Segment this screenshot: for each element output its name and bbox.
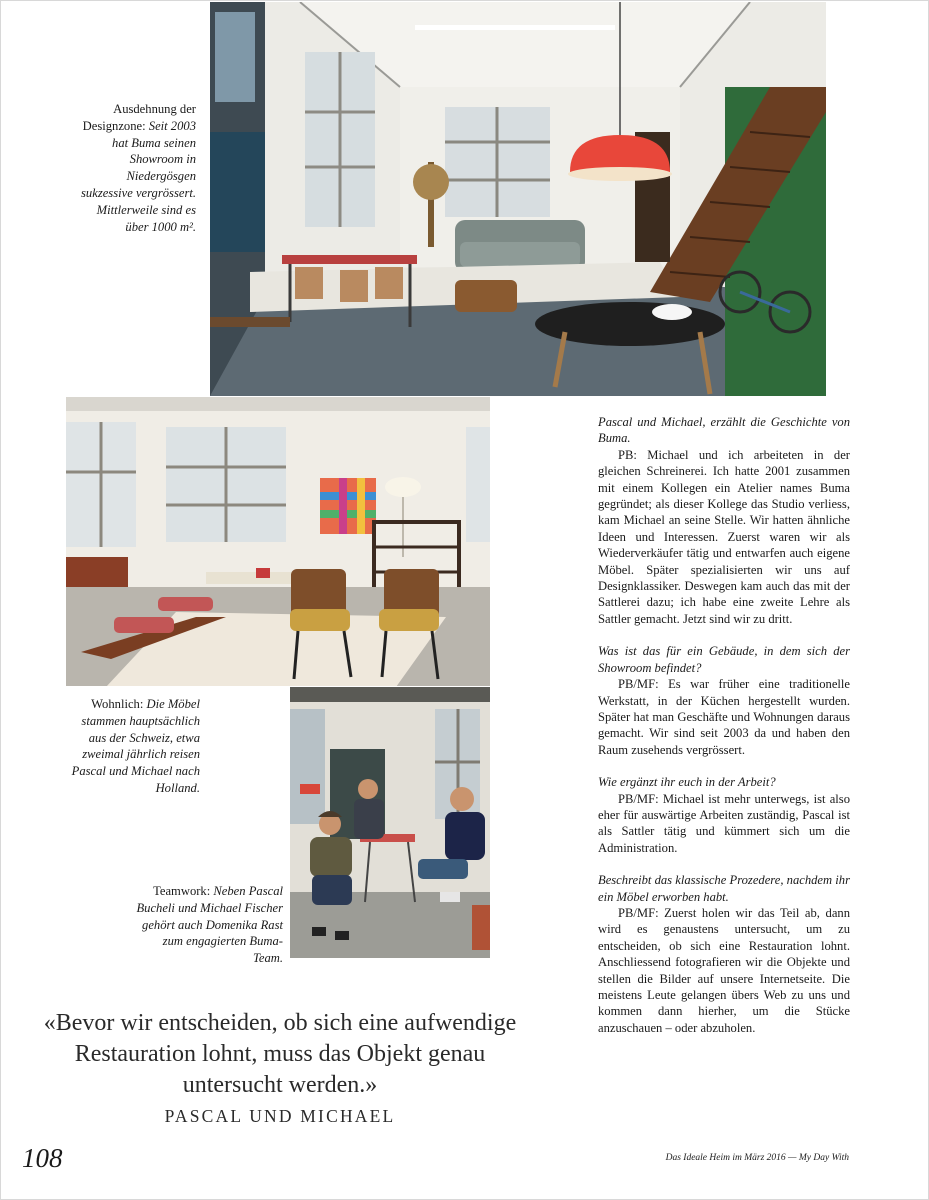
team-caption	[135, 883, 283, 967]
caption-lead: Ausdehnung der Designzone:	[82, 102, 196, 133]
article-question: Beschreibt das klassische Prozedere, nachdem ihr ein Möbel erworben habt.	[598, 873, 850, 904]
article-question: Wie ergänzt ihr euch in der Arbeit?	[598, 775, 776, 790]
article-answer: PB: Michael und ich arbeiteten in der gleichen Schreinerei. Ich hatte 2001 zusammen mit einem Kollegen ein Atelier names Buma gegründet; als dieser Kollege das Studio verliess, kam Michael an seine Stelle. Wir hatten ähnliche Ideen und Interessen. Zuerst waren wir als Wiederverkäufer tätig und entwarfen auch eigene Möbel. Später spezialisierten wir uns auf Designklassiker. Deswegen kam auch das mit der Sattlerei dazu; ich habe eine zweite Lehre als Sattler gemacht. Jetzt sind wir zu dritt.	[598, 447, 850, 626]
caption-body: Seit 2003 hat Buma seinen Showroom in Niedergösgen sukzessive vergrössert. Mittlerweile sind es über 1000 m².	[81, 118, 196, 234]
article-answer: PB/MF: Zuerst holen wir das Teil ab, dann wird es genaustens untersucht, um zu entscheiden, ob sich eine Restauration lohnt. Anschliessend fotografieren wir die Objekte und stellen die Bilder auf unsere Internetseite. Die meistens Leute gelangen übers Web zu uns und kommen dann hierher, um die Stücke anzuschauen – oder abzuholen.	[598, 905, 850, 1035]
team-photo	[290, 687, 490, 958]
pull-quote-attribution: PASCAL UND MICHAEL	[164, 1106, 396, 1126]
article-answer: PB/MF: Es war früher eine traditionelle Werkstatt, in der Küchen hergestellt wurden. Später hat man Geschäfte und Wohnungen daraus gemacht. Wir sind seit 2003 da und haben den Raum zusehends vergrössert.	[598, 677, 850, 757]
living-area-caption	[70, 696, 200, 797]
living-area-photo	[66, 397, 490, 686]
caption-lead: Wohnlich:	[91, 697, 144, 711]
caption-lead: Teamwork:	[153, 884, 211, 898]
showroom-photo	[210, 2, 826, 396]
caption-body: Neben Pascal Bucheli und Michael Fischer gehört auch Domenika Rast zum engagierten Buma-Team.	[136, 884, 283, 966]
article-answer: PB/MF: Michael ist mehr unterwegs, ist also eher für auswärtige Arbeiten zuständig, Pascal ist als Sattler tätig und kümmert sich um die Administration.	[598, 791, 850, 855]
interview-article	[598, 414, 850, 1036]
article-intro: Pascal und Michael, erzählt die Geschichte von Buma.	[598, 415, 850, 446]
pull-quote-text: «Bevor wir entscheiden, ob sich eine aufwendige Restauration lohnt, muss das Objekt genau untersucht werden.»	[43, 1010, 517, 1098]
running-footer: Das Ideale Heim im März 2016 — My Day With	[665, 1153, 849, 1163]
caption-body: Die Möbel stammen hauptsächlich aus der Schweiz, etwa zweimal jährlich reisen Pascal und Michael nach Holland.	[71, 697, 200, 795]
showroom-caption	[78, 101, 196, 235]
article-question: Was ist das für ein Gebäude, in dem sich der Showroom befindet?	[598, 644, 850, 675]
page-number: 108	[22, 1143, 63, 1173]
pull-quote	[40, 1008, 520, 1128]
